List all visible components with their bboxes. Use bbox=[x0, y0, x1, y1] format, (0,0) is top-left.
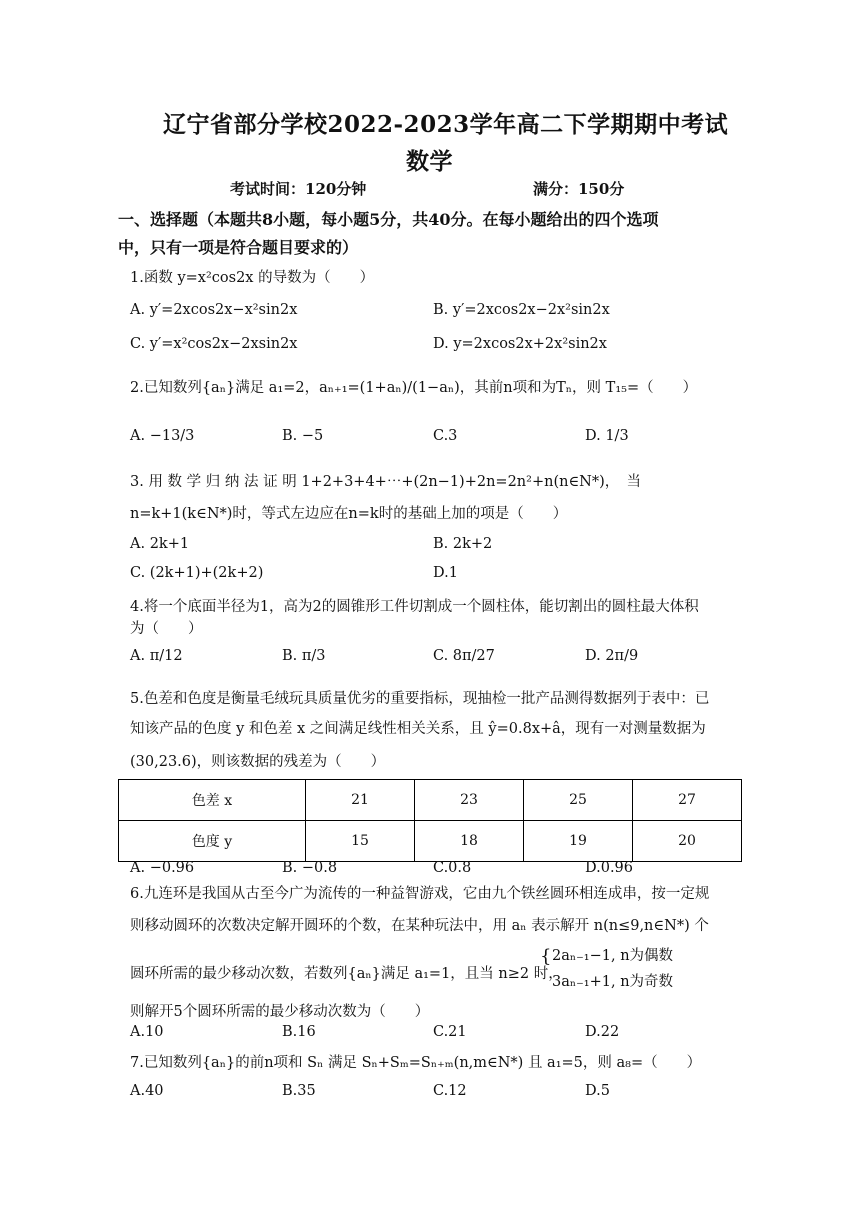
table-cell: 21 bbox=[306, 780, 415, 821]
question-6-line1: 6.九连环是我国从古至今广为流传的一种益智游戏，它由九个铁丝圆环相连成串，按一定规 bbox=[130, 886, 710, 902]
question-6-line3: 圆环所需的最少移动次数，若数列{aₙ}满足 a₁=1，且当 n≥2 时， bbox=[130, 966, 563, 982]
table-cell: 23 bbox=[415, 780, 524, 821]
question-7-option-d: D.5 bbox=[585, 1083, 610, 1099]
question-6-line4: 则解开5个圆环所需的最少移动次数为（ ） bbox=[130, 1004, 430, 1020]
question-7-option-a: A.40 bbox=[130, 1083, 164, 1099]
question-5-option-b: B. −0.8 bbox=[282, 860, 338, 876]
question-2-option-c: C.3 bbox=[433, 428, 458, 444]
question-1-option-a: A. y′=2xcos2x−x²sin2x bbox=[130, 302, 298, 318]
question-1-option-d: D. y=2xcos2x+2x²sin2x bbox=[433, 336, 607, 352]
data-table bbox=[118, 779, 742, 862]
table-cell: 27 bbox=[633, 780, 742, 821]
question-4-option-a: A. π/12 bbox=[130, 648, 183, 664]
question-6-option-a: A.10 bbox=[130, 1024, 164, 1040]
table-cell: 19 bbox=[524, 821, 633, 862]
question-5-line3: (30,23.6)，则该数据的残差为（ ） bbox=[130, 754, 386, 770]
question-6-case-odd: 3aₙ₋₁+1, n为奇数 bbox=[552, 974, 674, 990]
table-cell: 色差 x bbox=[119, 780, 306, 821]
question-5-line1: 5.色差和色度是衡量毛绒玩具质量优劣的重要指标，现抽检一批产品测得数据列于表中：已 bbox=[130, 691, 710, 707]
table-cell: 色度 y bbox=[119, 821, 306, 862]
table-cell: 18 bbox=[415, 821, 524, 862]
question-5-option-a: A. −0.96 bbox=[130, 860, 195, 876]
question-6-option-c: C.21 bbox=[433, 1024, 467, 1040]
question-3-line1: 3. 用 数 学 归 纳 法 证 明 1+2+3+4+⋯+(2n−1)+2n=2n²+n(n∈N*)， 当 bbox=[130, 474, 642, 490]
question-7-option-c: C.12 bbox=[433, 1083, 467, 1099]
question-7-option-b: B.35 bbox=[282, 1083, 316, 1099]
section-heading-line2: 中，只有一项是符合题目要求的） bbox=[118, 238, 359, 257]
exam-time: 考试时间：120分钟 bbox=[230, 180, 367, 198]
table-cell: 25 bbox=[524, 780, 633, 821]
question-1-option-c: C. y′=x²cos2x−2xsin2x bbox=[130, 336, 298, 352]
table-cell: 20 bbox=[633, 821, 742, 862]
question-3-option-a: A. 2k+1 bbox=[130, 536, 190, 552]
question-4-option-c: C. 8π/27 bbox=[433, 648, 495, 664]
question-2-option-a: A. −13/3 bbox=[130, 428, 195, 444]
table-row bbox=[119, 780, 742, 821]
question-7-stem: 7.已知数列{aₙ}的前n项和 Sₙ 满足 Sₙ+Sₘ=Sₙ₊ₘ(n,m∈N*) 且 a₁=5，则 a₈=（ ） bbox=[130, 1055, 702, 1071]
question-4-option-d: D. 2π/9 bbox=[585, 648, 639, 664]
question-1-stem: 1.函数 y=x²cos2x 的导数为（ ） bbox=[130, 270, 375, 286]
piecewise-brace: { bbox=[540, 946, 552, 967]
question-6-case-even: 2aₙ₋₁−1, n为偶数 bbox=[552, 948, 674, 964]
question-1-option-b: B. y′=2xcos2x−2x²sin2x bbox=[433, 302, 610, 318]
question-2-option-b: B. −5 bbox=[282, 428, 324, 444]
question-6-option-d: D.22 bbox=[585, 1024, 620, 1040]
table-cell: 15 bbox=[306, 821, 415, 862]
question-3-option-d: D.1 bbox=[433, 565, 458, 581]
question-4-line2: 为（ ） bbox=[130, 621, 203, 637]
question-3-option-b: B. 2k+2 bbox=[433, 536, 493, 552]
question-2-option-d: D. 1/3 bbox=[585, 428, 629, 444]
question-5-option-d: D.0.96 bbox=[585, 860, 634, 876]
question-6-line2: 则移动圆环的次数决定解开圆环的个数，在某种玩法中，用 aₙ 表示解开 n(n≤9,n∈N*) 个 bbox=[130, 918, 709, 934]
table-row bbox=[119, 821, 742, 862]
section-heading-line1: 一、选择题（本题共8小题，每小题5分，共40分。在每小题给出的四个选项 bbox=[118, 210, 659, 229]
page-title: 辽宁省部分学校2022-2023学年高二下学期期中考试 bbox=[163, 111, 729, 138]
question-4-line1: 4.将一个底面半径为1，高为2的圆锥形工件切割成一个圆柱体，能切割出的圆柱最大体积 bbox=[130, 599, 699, 615]
question-6-option-b: B.16 bbox=[282, 1024, 316, 1040]
question-3-option-c: C. (2k+1)+(2k+2) bbox=[130, 565, 264, 581]
subject-title: 数学 bbox=[406, 148, 453, 175]
question-2-stem: 2.已知数列{aₙ}满足 a₁=2，aₙ₊₁=(1+aₙ)/(1−aₙ)，其前n项和为Tₙ，则 T₁₅=（ ） bbox=[130, 380, 698, 396]
question-5-line2: 知该产品的色度 y 和色差 x 之间满足线性相关关系，且 ŷ=0.8x+â，现有一对测量数据为 bbox=[130, 721, 706, 737]
question-3-line2: n=k+1(k∈N*)时，等式左边应在n=k时的基础上加的项是（ ） bbox=[130, 506, 568, 522]
question-5-option-c: C.0.8 bbox=[433, 860, 472, 876]
full-score: 满分：150分 bbox=[533, 180, 625, 198]
question-4-option-b: B. π/3 bbox=[282, 648, 326, 664]
